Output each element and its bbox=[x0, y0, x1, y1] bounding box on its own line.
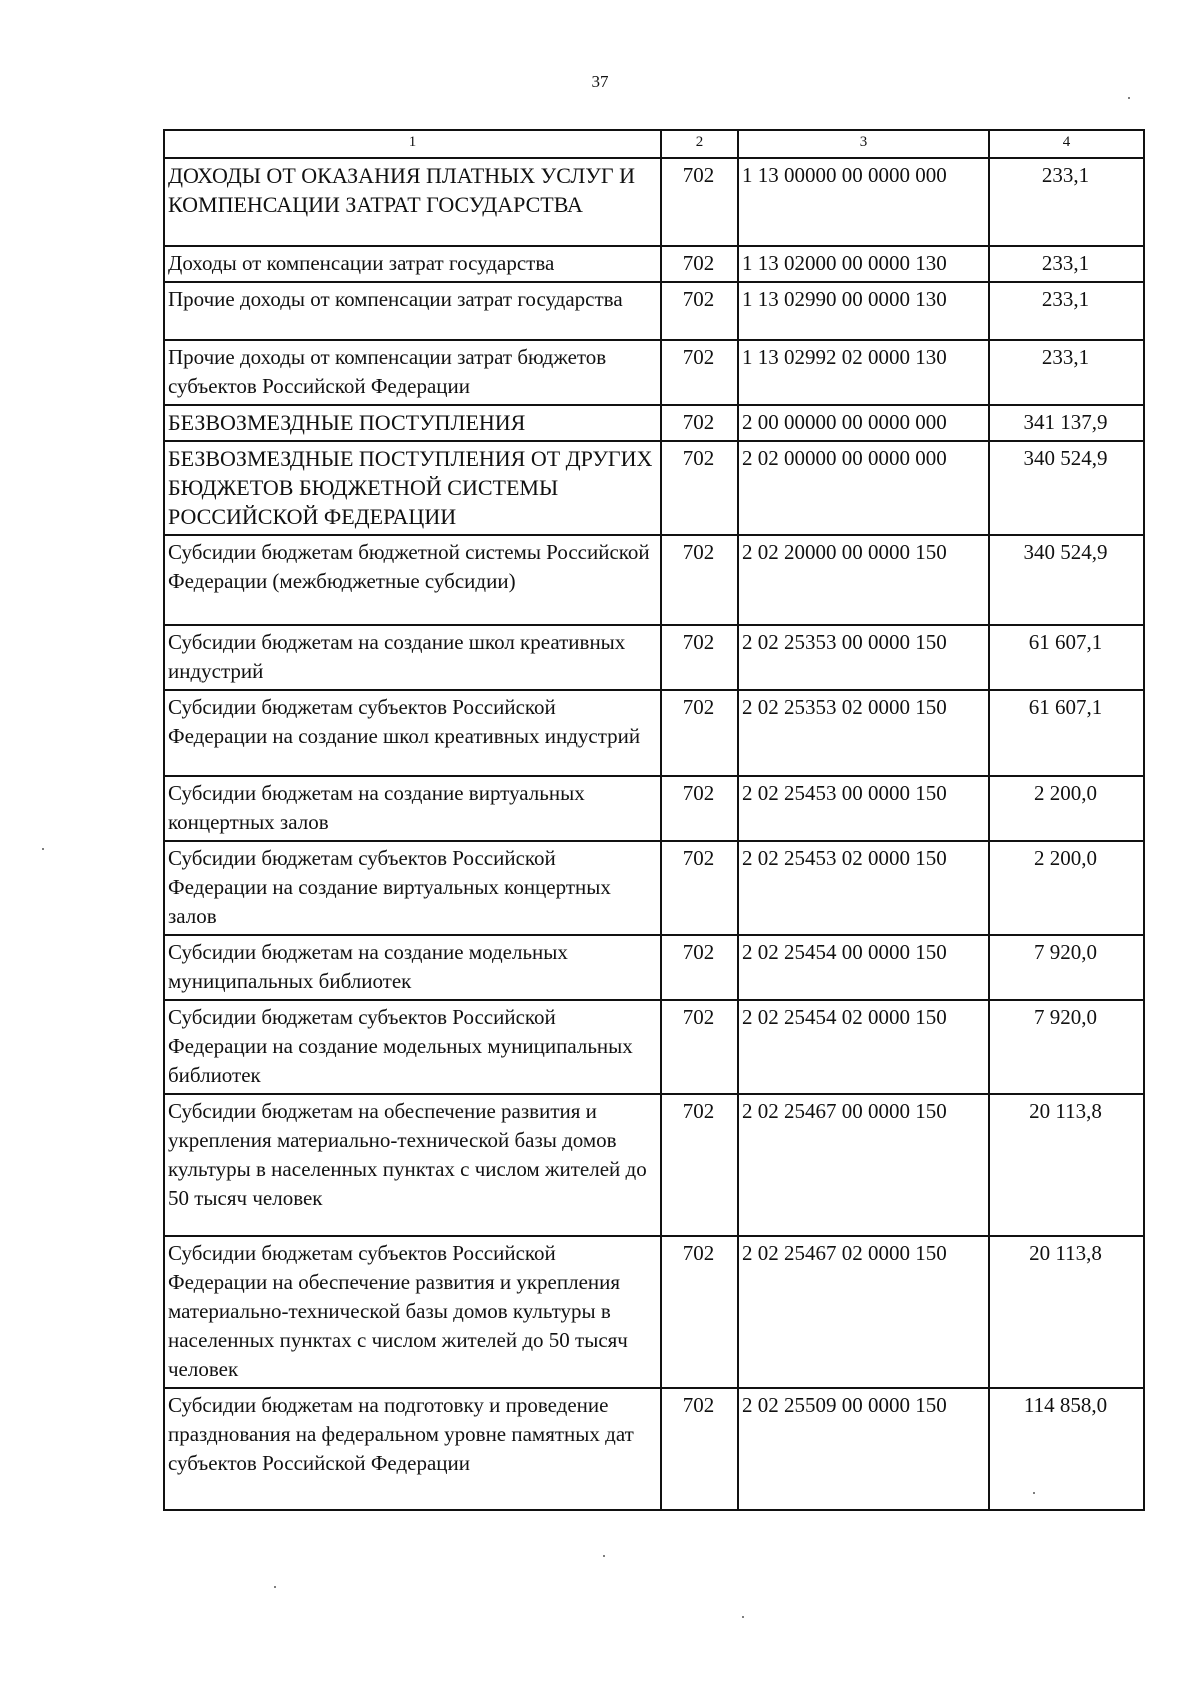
row-budget-code: 2 02 25467 00 0000 150 bbox=[738, 1094, 989, 1236]
row-name: Субсидии бюджетам на создание модельных муниципальных библиотек bbox=[164, 935, 661, 1000]
column-header: 1 bbox=[164, 130, 661, 158]
table-row bbox=[164, 1094, 1144, 1236]
row-amount: 61 607,1 bbox=[989, 690, 1144, 776]
row-amount: 114 858,0 bbox=[989, 1388, 1144, 1510]
row-admin-code: 702 bbox=[661, 841, 738, 935]
table-row bbox=[164, 625, 1144, 690]
row-name: Субсидии бюджетам субъектов Российской Федерации на создание виртуальных концертных залов bbox=[164, 841, 661, 935]
row-amount: 340 524,9 bbox=[989, 441, 1144, 535]
table-row bbox=[164, 158, 1144, 246]
row-name: Прочие доходы от компенсации затрат бюджетов субъектов Российской Федерации bbox=[164, 340, 661, 405]
table-row bbox=[164, 441, 1144, 535]
scan-speck bbox=[603, 1555, 605, 1557]
scan-speck bbox=[1033, 1492, 1035, 1494]
row-admin-code: 702 bbox=[661, 158, 738, 246]
row-name: Субсидии бюджетам на создание школ креативных индустрий bbox=[164, 625, 661, 690]
row-admin-code: 702 bbox=[661, 1000, 738, 1094]
row-admin-code: 702 bbox=[661, 690, 738, 776]
row-budget-code: 1 13 02000 00 0000 130 bbox=[738, 246, 989, 282]
table-row bbox=[164, 935, 1144, 1000]
table-header-row bbox=[164, 130, 1144, 158]
row-budget-code: 2 00 00000 00 0000 000 bbox=[738, 405, 989, 441]
row-name: Субсидии бюджетам субъектов Российской Федерации на обеспечение развития и укрепления материально-технической базы домов культуры в населенных пунктах с числом жителей до 50 тысяч человек bbox=[164, 1236, 661, 1388]
table-row bbox=[164, 776, 1144, 841]
row-budget-code: 2 02 20000 00 0000 150 bbox=[738, 535, 989, 625]
row-budget-code: 2 02 25467 02 0000 150 bbox=[738, 1236, 989, 1388]
scan-speck bbox=[42, 848, 44, 850]
column-header: 3 bbox=[738, 130, 989, 158]
table-row bbox=[164, 340, 1144, 405]
row-amount: 340 524,9 bbox=[989, 535, 1144, 625]
row-budget-code: 2 02 25353 00 0000 150 bbox=[738, 625, 989, 690]
scan-speck bbox=[1128, 97, 1130, 99]
table-row bbox=[164, 690, 1144, 776]
row-amount: 233,1 bbox=[989, 158, 1144, 246]
row-name: ДОХОДЫ ОТ ОКАЗАНИЯ ПЛАТНЫХ УСЛУГ И КОМПЕНСАЦИИ ЗАТРАТ ГОСУДАРСТВА bbox=[164, 158, 661, 246]
row-budget-code: 2 02 25509 00 0000 150 bbox=[738, 1388, 989, 1510]
row-budget-code: 2 02 25453 00 0000 150 bbox=[738, 776, 989, 841]
row-admin-code: 702 bbox=[661, 1094, 738, 1236]
row-admin-code: 702 bbox=[661, 441, 738, 535]
row-admin-code: 702 bbox=[661, 405, 738, 441]
table-row bbox=[164, 841, 1144, 935]
table-row bbox=[164, 246, 1144, 282]
row-admin-code: 702 bbox=[661, 1388, 738, 1510]
row-amount: 7 920,0 bbox=[989, 935, 1144, 1000]
page-number: 37 bbox=[591, 72, 609, 91]
row-budget-code: 2 02 25454 02 0000 150 bbox=[738, 1000, 989, 1094]
row-name: Субсидии бюджетам субъектов Российской Федерации на создание школ креативных индустрий bbox=[164, 690, 661, 776]
scan-speck bbox=[742, 1616, 744, 1618]
table-row bbox=[164, 535, 1144, 625]
column-header: 2 bbox=[661, 130, 738, 158]
row-admin-code: 702 bbox=[661, 246, 738, 282]
row-amount: 20 113,8 bbox=[989, 1094, 1144, 1236]
row-budget-code: 1 13 02992 02 0000 130 bbox=[738, 340, 989, 405]
row-amount: 341 137,9 bbox=[989, 405, 1144, 441]
row-name: БЕЗВОЗМЕЗДНЫЕ ПОСТУПЛЕНИЯ bbox=[164, 405, 661, 441]
row-budget-code: 1 13 02990 00 0000 130 bbox=[738, 282, 989, 340]
row-name: Субсидии бюджетам на обеспечение развития и укрепления материально-технической базы домов культуры в населенных пунктах с числом жителей до 50 тысяч человек bbox=[164, 1094, 661, 1236]
row-amount: 233,1 bbox=[989, 246, 1144, 282]
row-name: Субсидии бюджетам на создание виртуальных концертных залов bbox=[164, 776, 661, 841]
row-admin-code: 702 bbox=[661, 935, 738, 1000]
row-budget-code: 2 02 25453 02 0000 150 bbox=[738, 841, 989, 935]
row-admin-code: 702 bbox=[661, 340, 738, 405]
row-name: Субсидии бюджетам субъектов Российской Федерации на создание модельных муниципальных библиотек bbox=[164, 1000, 661, 1094]
row-amount: 2 200,0 bbox=[989, 776, 1144, 841]
row-amount: 233,1 bbox=[989, 340, 1144, 405]
row-admin-code: 702 bbox=[661, 282, 738, 340]
table-row bbox=[164, 1236, 1144, 1388]
table-row bbox=[164, 1000, 1144, 1094]
row-amount: 233,1 bbox=[989, 282, 1144, 340]
row-amount: 2 200,0 bbox=[989, 841, 1144, 935]
column-header: 4 bbox=[989, 130, 1144, 158]
row-name: БЕЗВОЗМЕЗДНЫЕ ПОСТУПЛЕНИЯ ОТ ДРУГИХ БЮДЖЕТОВ БЮДЖЕТНОЙ СИСТЕМЫ РОССИЙСКОЙ ФЕДЕРАЦИИ bbox=[164, 441, 661, 535]
row-budget-code: 2 02 25454 00 0000 150 bbox=[738, 935, 989, 1000]
row-name: Доходы от компенсации затрат государства bbox=[164, 246, 661, 282]
row-name: Субсидии бюджетам бюджетной системы Российской Федерации (межбюджетные субсидии) bbox=[164, 535, 661, 625]
table-row bbox=[164, 282, 1144, 340]
row-amount: 7 920,0 bbox=[989, 1000, 1144, 1094]
revenue-table bbox=[163, 129, 1145, 1511]
row-amount: 20 113,8 bbox=[989, 1236, 1144, 1388]
scan-speck bbox=[274, 1586, 276, 1588]
row-budget-code: 2 02 00000 00 0000 000 bbox=[738, 441, 989, 535]
row-amount: 61 607,1 bbox=[989, 625, 1144, 690]
row-budget-code: 1 13 00000 00 0000 000 bbox=[738, 158, 989, 246]
row-admin-code: 702 bbox=[661, 776, 738, 841]
row-budget-code: 2 02 25353 02 0000 150 bbox=[738, 690, 989, 776]
table-row bbox=[164, 405, 1144, 441]
row-name: Прочие доходы от компенсации затрат государства bbox=[164, 282, 661, 340]
table-row bbox=[164, 1388, 1144, 1510]
row-admin-code: 702 bbox=[661, 1236, 738, 1388]
row-admin-code: 702 bbox=[661, 535, 738, 625]
row-name: Субсидии бюджетам на подготовку и проведение празднования на федеральном уровне памятных дат субъектов Российской Федерации bbox=[164, 1388, 661, 1510]
row-admin-code: 702 bbox=[661, 625, 738, 690]
